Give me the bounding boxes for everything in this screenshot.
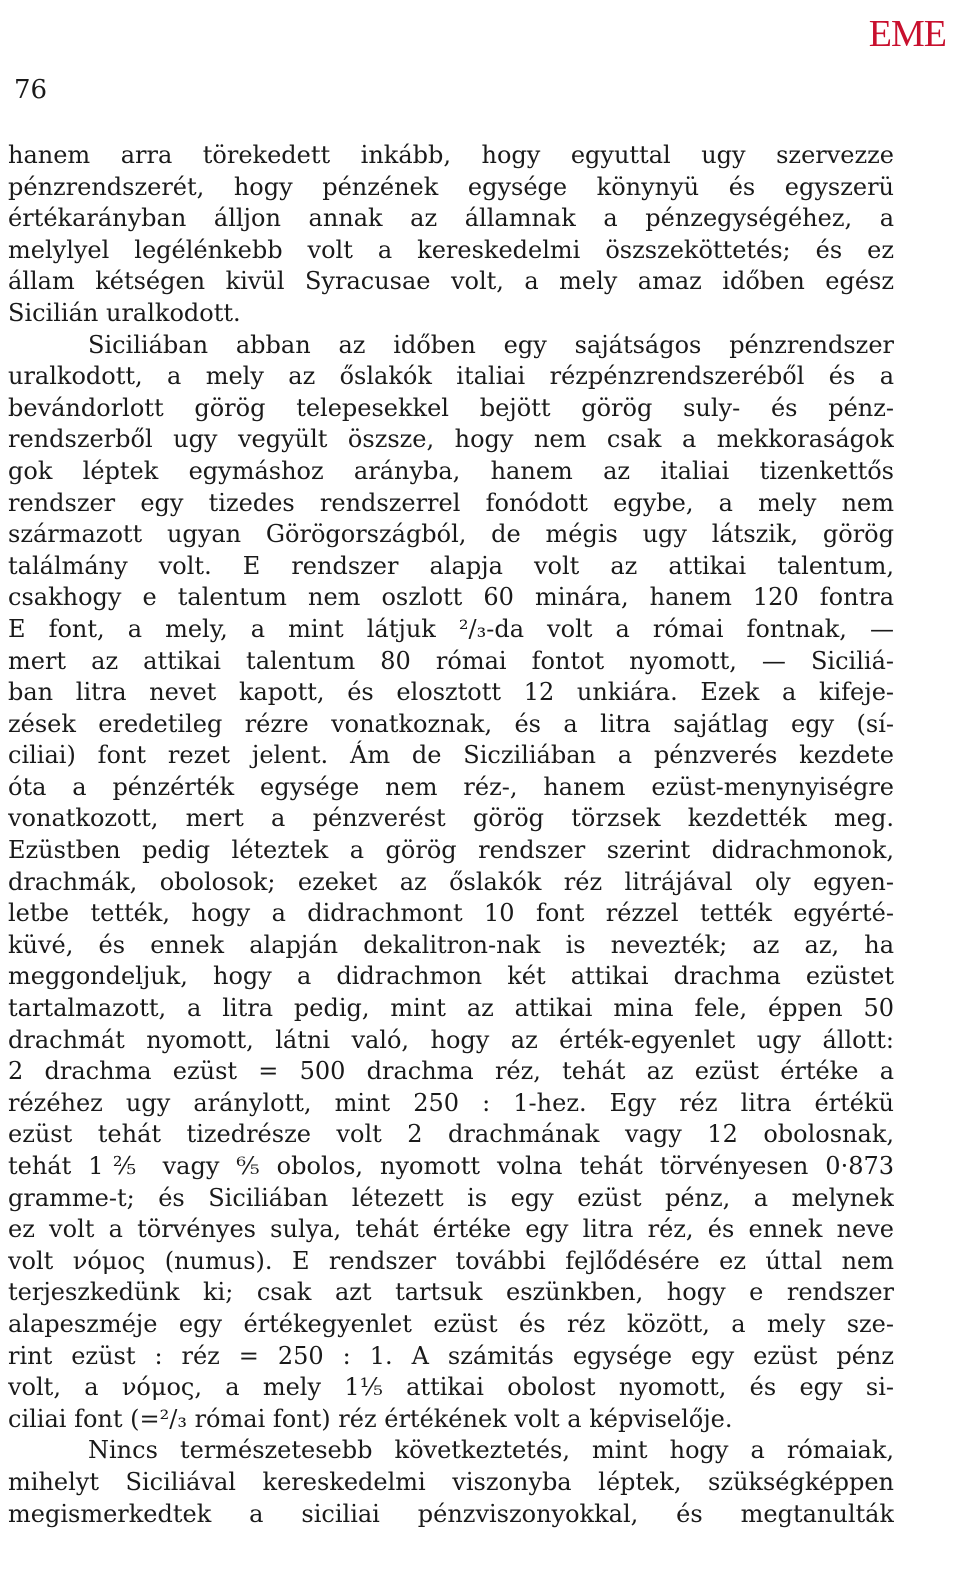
text-line: tehát 1⅖ vagy ⁶⁄₅ obolos, nyomott volna tehát törvényesen 0·873 (8, 1152, 894, 1180)
text-line: bevándorlott görög telepesekkel bejött görög suly- és pénz- (8, 393, 894, 422)
text-line: rint ezüst : réz = 250 : 1. A számitás egysége egy ezüst pénz (8, 1341, 894, 1370)
text-line: értékarányban álljon annak az államnak a pénzegységéhez, a (8, 204, 894, 233)
text-line: zések eredetileg rézre vonatkoznak, és a litra sajátlag egy (sí- (8, 709, 894, 738)
text-line: Sicilián uralkodott. (8, 298, 241, 327)
text-line: rendszerből ugy vegyült öszsze, hogy nem csak a mekkoraságok (8, 425, 894, 454)
text-line: volt νόμος (numus). E rendszer további fejlődésére ez úttal nem (8, 1246, 894, 1275)
text-line: ciliai font (=²/₃ római font) réz értékének volt a képviselője. (8, 1404, 733, 1433)
text-line: küvé, és ennek alapján dekalitron-nak is nevezték; az az, ha (8, 930, 894, 959)
text-line: rézéhez ugy aránylott, mint 250 : 1-hez. Egy réz litra értékü (8, 1088, 894, 1117)
text-line: hanem arra törekedett inkább, hogy egyuttal ugy szervezze (8, 141, 894, 169)
text-line: csakhogy e talentum nem oszlott 60 minára, hanem 120 fontra (8, 583, 894, 612)
text-line: gramme-t; és Siciliában létezett is egy ezüst pénz, a melynek (8, 1183, 894, 1212)
text-line: Ezüstben pedig léteztek a görög rendszer szerint didrachmonok, (8, 836, 894, 865)
text-line: rendszer egy tizedes rendszerrel fonódott egybe, a mely nem (8, 488, 894, 517)
text-line: Siciliában abban az időben egy sajátságos pénzrendszer (88, 330, 894, 359)
text-line: ezüst tehát tizedrésze volt 2 drachmának vagy 12 obolosnak, (8, 1120, 894, 1149)
eme-logo: EME (868, 13, 946, 55)
text-line: óta a pénzérték egysége nem réz-, hanem ezüst-menynyiségre (8, 772, 894, 801)
text-line: volt, a νόμος, a mely 1¹⁄₅ attikai obolost nyomott, és egy si- (8, 1373, 894, 1402)
text-line: gok léptek egymáshoz arányba, hanem az italiai tizenkettős (8, 456, 894, 485)
text-line: ciliai) font rezet jelent. Ám de Sicziliában a pénzverés kezdete (8, 741, 894, 770)
text-line: Nincs természetesebb következtetés, mint hogy a rómaiak, (88, 1436, 894, 1465)
body-text (8, 140, 894, 1530)
text-line: pénzrendszerét, hogy pénzének egysége könynyü és egyszerü (8, 172, 894, 201)
text-line: mihelyt Siciliával kereskedelmi viszonyba léptek, szükségképpen (8, 1467, 894, 1496)
text-line: drachmát nyomott, látni való, hogy az érték-egyenlet ugy állott: (8, 1025, 894, 1054)
text-line: származott ugyan Görögországból, de mégis ugy látszik, görög (8, 520, 894, 549)
text-line: terjeszkedünk ki; csak azt tartsuk eszünkben, hogy e rendszer (8, 1278, 894, 1307)
text-line: alapeszméje egy értékegyenlet ezüst és réz között, a mely sze- (8, 1309, 894, 1338)
text-line: megismerkedtek a siciliai pénzviszonyokkal, és megtanulták (8, 1499, 894, 1528)
text-line: meggondeljuk, hogy a didrachmon két attikai drachma ezüstet (8, 962, 894, 991)
text-line: mert az attikai talentum 80 római fontot nyomott, — Siciliá- (8, 646, 894, 675)
text-line: vonatkozott, mert a pénzverést görög törzsek kezdették meg. (8, 804, 894, 833)
text-line: ban litra nevet kapott, és elosztott 12 unkiára. Ezek a kifeje- (8, 678, 894, 707)
text-line: tartalmazott, a litra pedig, mint az attikai mina fele, éppen 50 (8, 994, 894, 1023)
text-line: letbe tették, hogy a didrachmont 10 font rézzel tették egyérté- (8, 899, 894, 928)
text-line: ez volt a törvényes sulya, tehát értéke egy litra réz, és ennek neve (8, 1215, 894, 1244)
text-line: drachmák, obolosok; ezeket az őslakók réz litrájával oly egyen- (8, 867, 894, 896)
text-line: állam kétségen kivül Syracusae volt, a mely amaz időben egész (8, 267, 894, 296)
text-line: uralkodott, a mely az őslakók italiai rézpénzrendszeréből és a (8, 362, 894, 391)
text-line: 2 drachma ezüst = 500 drachma réz, tehát az ezüst értéke a (8, 1057, 894, 1086)
text-line: találmány volt. E rendszer alapja volt az attikai talentum, (8, 551, 894, 580)
text-line: melylyel legélénkebb volt a kereskedelmi öszszeköttetés; és ez (8, 235, 894, 264)
page-number: 76 (14, 75, 48, 105)
text-line: E font, a mely, a mint látjuk ²/₃-da volt a római fontnak, — (8, 614, 894, 643)
